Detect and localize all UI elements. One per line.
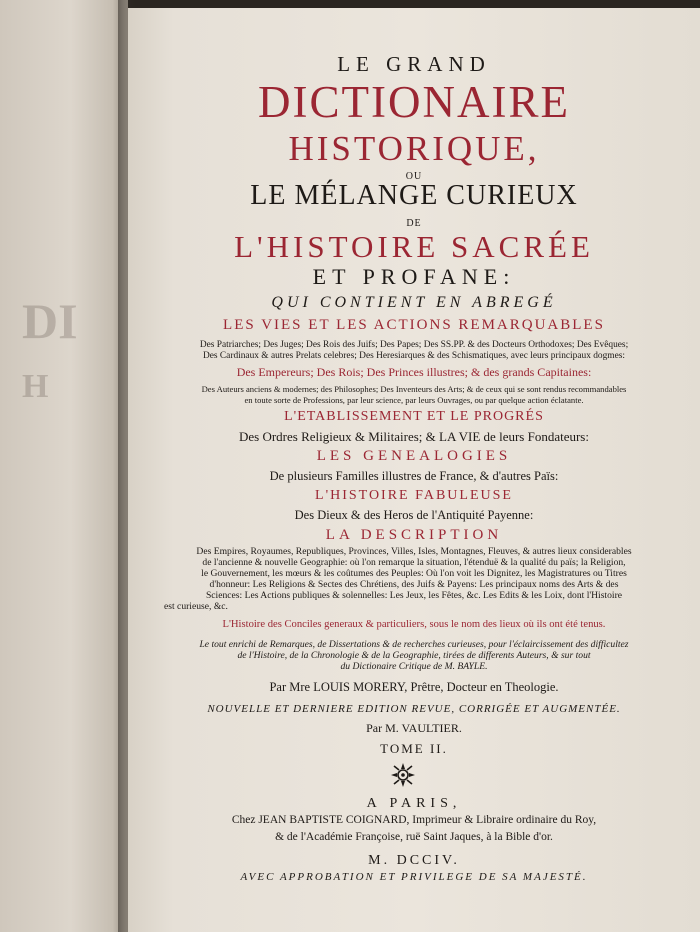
text-auteurs: Des Auteurs anciens & modernes; des Philosophes; Des Inventeurs des Arts; & de ceux qui se sont rendus recommandables [201, 384, 627, 394]
heading-histoire-fabuleuse: L'HISTOIRE FABULEUSE [315, 488, 513, 503]
text-curieuse: est curieuse, &c. [164, 601, 228, 612]
heading-genealogies: LES GENEALOGIES [316, 448, 512, 464]
title-le-grand: LE GRAND [337, 52, 491, 76]
facing-page-bleed-text: DI [22, 293, 78, 349]
text-bayle: du Dictionaire Critique de M. BAYLE. [340, 661, 488, 672]
title-et-profane: ET PROFANE: [312, 264, 516, 289]
text-empires: Des Empires, Royaumes, Republiques, Provinces, Villes, Isles, Montagnes, Fleuves, & autres lieux considerables [196, 546, 632, 557]
text-empereurs: Des Empereurs; Des Rois; Des Princes illustres; & des grands Capitaines: [236, 365, 592, 379]
text-professions: en toute sorte de Professions, par leur science, par leurs Ouvrages, ou par quelque action éclatante. [244, 395, 584, 405]
text-tome: TOME II. [380, 741, 448, 756]
text-gouvernement: le Gouvernement, les mœurs & les coûtumes des Peuples: Où l'on voit les Dignitez, les Magistratures ou Titres [201, 568, 627, 579]
text-vaultier: Par M. VAULTIER. [366, 721, 462, 735]
text-date: M. DCCIV. [368, 853, 460, 868]
title-histoire-sacree: L'HISTOIRE SACRÉE [234, 229, 594, 264]
heading-etablissement: L'ETABLISSEMENT ET LE PROGRÉS [284, 409, 544, 424]
text-conciles: L'Histoire des Conciles generaux & particuliers, sous le nom des lieux où ils ont été tenus. [222, 619, 606, 630]
text-chronologie: de l'Histoire, de la Chronologie & de la Geographie, tirées de differents Auteurs, & sur tout [237, 650, 591, 661]
title-de: DE [406, 218, 422, 229]
text-sciences: Sciences: Les Actions publiques & solennelles: Les Jeux, les Fêtes, &c. Les Edits & les Loix, dont l'Histoire [205, 590, 623, 601]
text-patriarches: Des Patriarches; Des Juges; Des Rois des Juifs; Des Papes; Des SS.PP. & des Docteurs Orthodoxes; Des Evêques; [199, 340, 629, 350]
heading-description: LA DESCRIPTION [325, 527, 503, 543]
facing-page [0, 0, 128, 932]
text-privilege: AVEC APPROBATION ET PRIVILEGE DE SA MAJESTÉ. [240, 871, 588, 883]
text-author-morery: Par Mre LOUIS MORERY, Prêtre, Docteur en Theologie. [269, 680, 559, 694]
text-geographie: de l'ancienne & nouvelle Geographie: où l'on remarque la situation, l'étenduë & la qualité du païs; la Religion, [202, 557, 626, 568]
text-cardinaux: Des Cardinaux & autres Prelats celebres; Des Heresiarques & des Schismatiques, avec leurs principaux dogmes: [202, 351, 625, 361]
text-familles: De plusieurs Familles illustres de France, & d'autres Païs: [269, 469, 559, 483]
text-edition: NOUVELLE ET DERNIERE EDITION REVUE, CORRIGÉE ET AUGMENTÉE. [207, 703, 621, 715]
title-dictionaire: DICTIONAIRE [258, 77, 570, 127]
text-honneur: d'honneur: Les Religions & Sectes des Chrétiens, des Juifs & Payens: Les principaux noms des Arts & des [209, 579, 619, 590]
text-dieux: Des Dieux & des Heros de l'Antiquité Payenne: [294, 508, 534, 522]
text-academie: & de l'Académie Françoise, ruë Saint Jaques, à la Bible d'or. [275, 831, 553, 843]
text-coignard: Chez JEAN BAPTISTE COIGNARD, Imprimeur & Libraire ordinaire du Roy, [231, 814, 597, 826]
printer-ornament-icon [389, 761, 417, 789]
heading-vies-actions: LES VIES ET LES ACTIONS REMARQUABLES [223, 317, 605, 333]
title-ou: OU [405, 171, 423, 182]
title-page [128, 8, 700, 932]
facing-page-bleed-text-2: H [22, 368, 49, 405]
text-enrichi: Le tout enrichi de Remarques, de Dissertations & de recherches curieuses, pour l'éclaircissement des difficultez [199, 639, 629, 650]
text-ordres: Des Ordres Religieux & Militaires; & LA VIE de leurs Fondateurs: [239, 429, 589, 444]
title-historique: HISTORIQUE, [288, 129, 540, 168]
subtitle-contient: QUI CONTIENT EN ABREGÉ [271, 294, 557, 311]
text-a-paris: A PARIS, [366, 796, 462, 811]
title-melange-curieux: LE MÉLANGE CURIEUX [250, 180, 578, 211]
